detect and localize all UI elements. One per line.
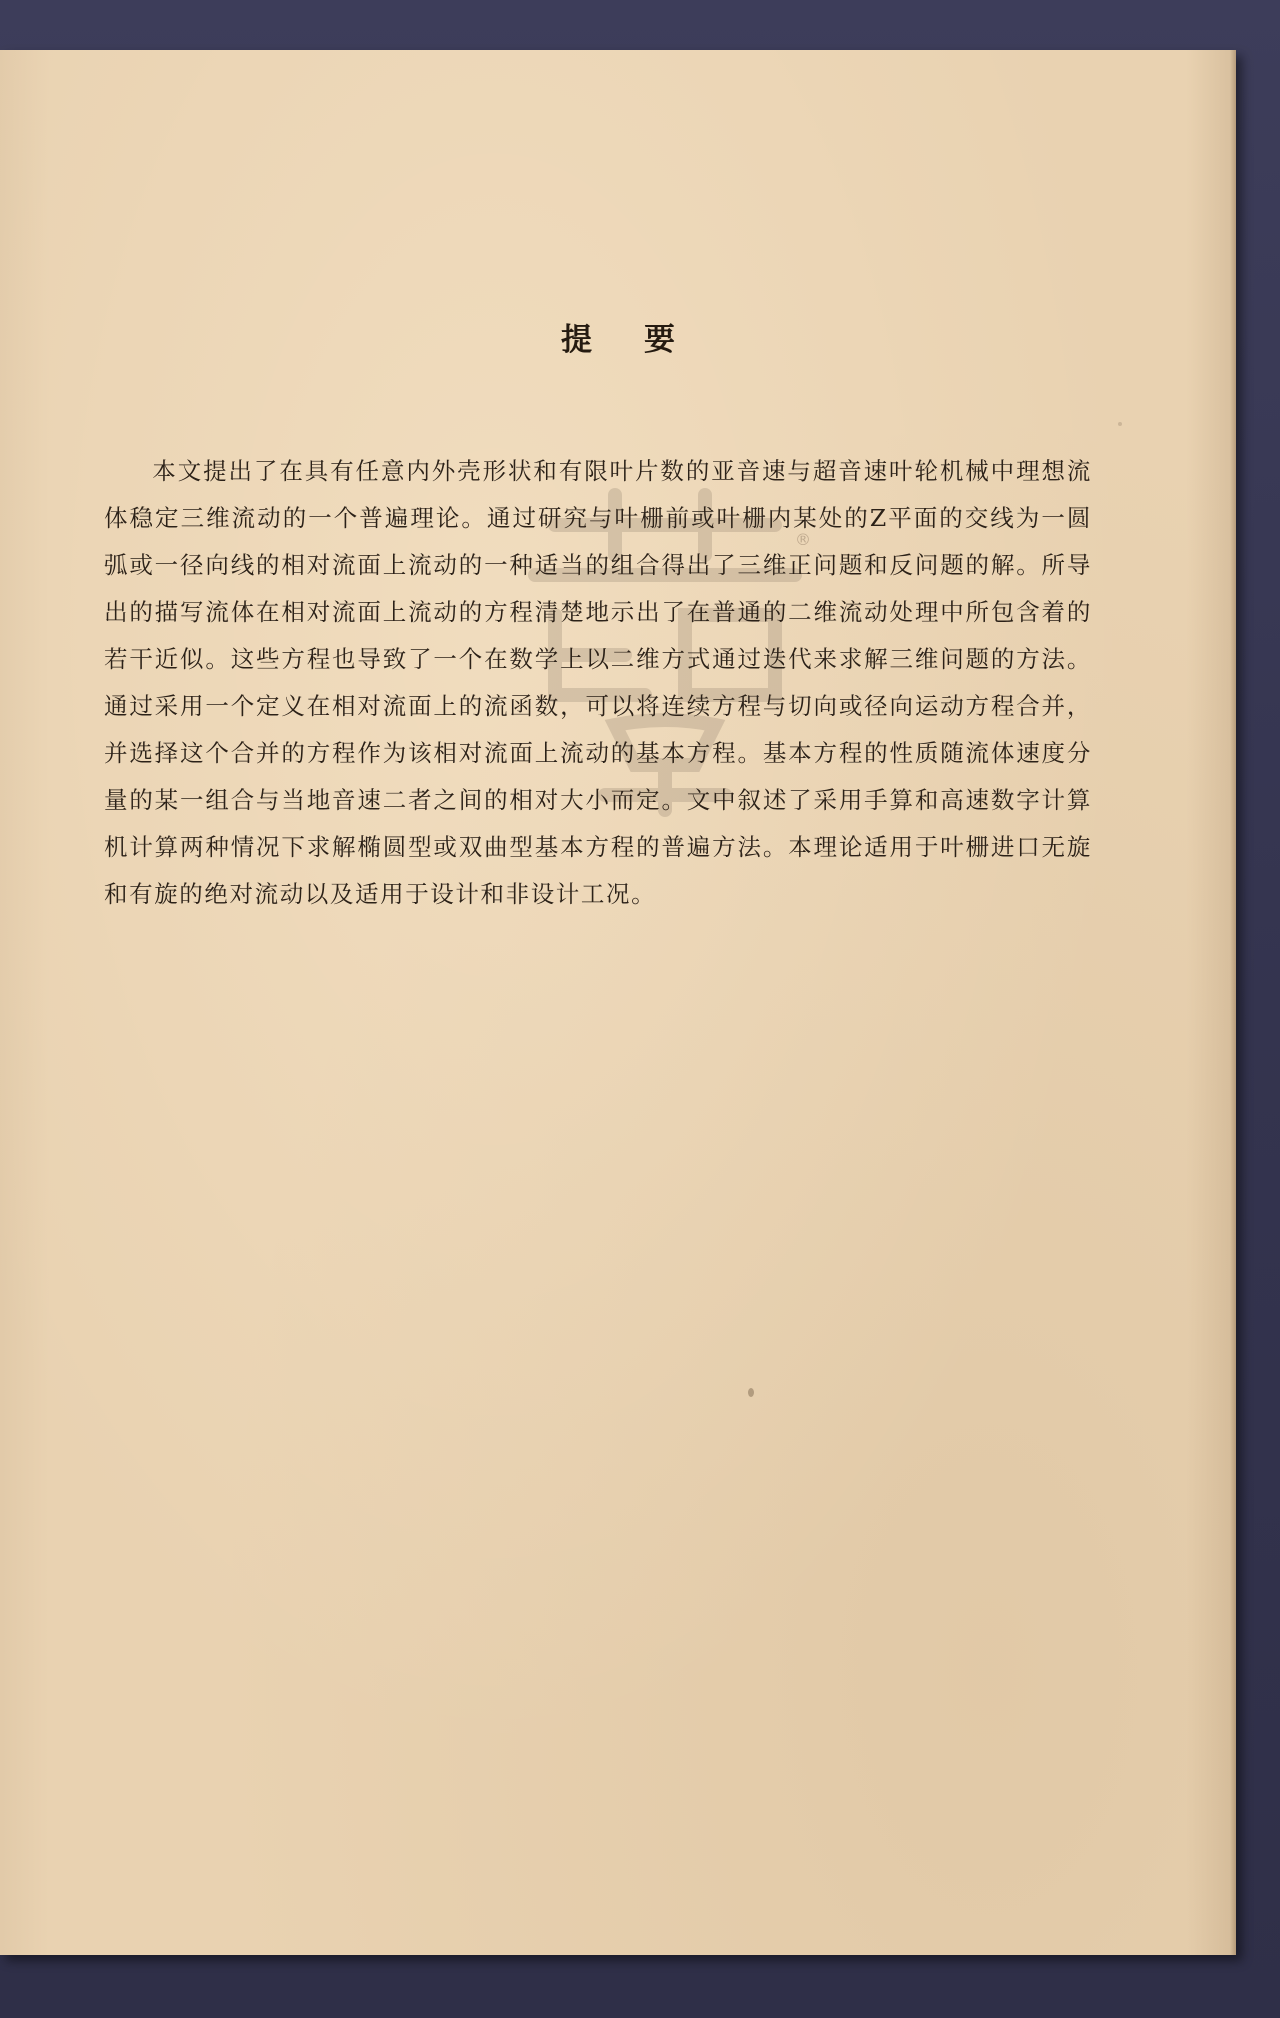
registered-mark: ® [795, 530, 811, 549]
paper-speck [748, 1388, 754, 1397]
abstract-text: 本文提出了在具有任意内外壳形状和有限叶片数的亚音速与超音速叶轮机械中理想流体稳定三维流动的一个普遍理论。通过研究与叶栅前或叶栅内某处的Z平面的交线为一圆弧或一径向线的相对流面上流动的一种适当的组合得出了三维正问题和反问题的解。所导出的描写流体在相对流面上流动的方程清楚地示出了在普通的二维流动处理中所包含着的若干近似。这些方程也导致了一个在数学上以二维方式通过迭代来求解三维问题的方法。通过采用一个定义在相对流面上的流函数，可以将连续方程与切向或径向运动方程合并，并选择这个合并的方程作为该相对流面上流动的基本方程。基本方程的性质随流体速度分量的某一组合与当地音速二者之间的相对大小而定。文中叙述了采用手算和高速数字计算机计算两种情况下求解椭圆型或双曲型基本方程的普遍方法。本理论适用于叶栅进口无旋和有旋的绝对流动以及适用于设计和非设计工况。 [104, 457, 1092, 908]
document-title: 提要 [561, 322, 727, 358]
document-page [0, 50, 1236, 1955]
abstract-paragraph [104, 448, 1092, 918]
paper-speck [1118, 422, 1122, 426]
